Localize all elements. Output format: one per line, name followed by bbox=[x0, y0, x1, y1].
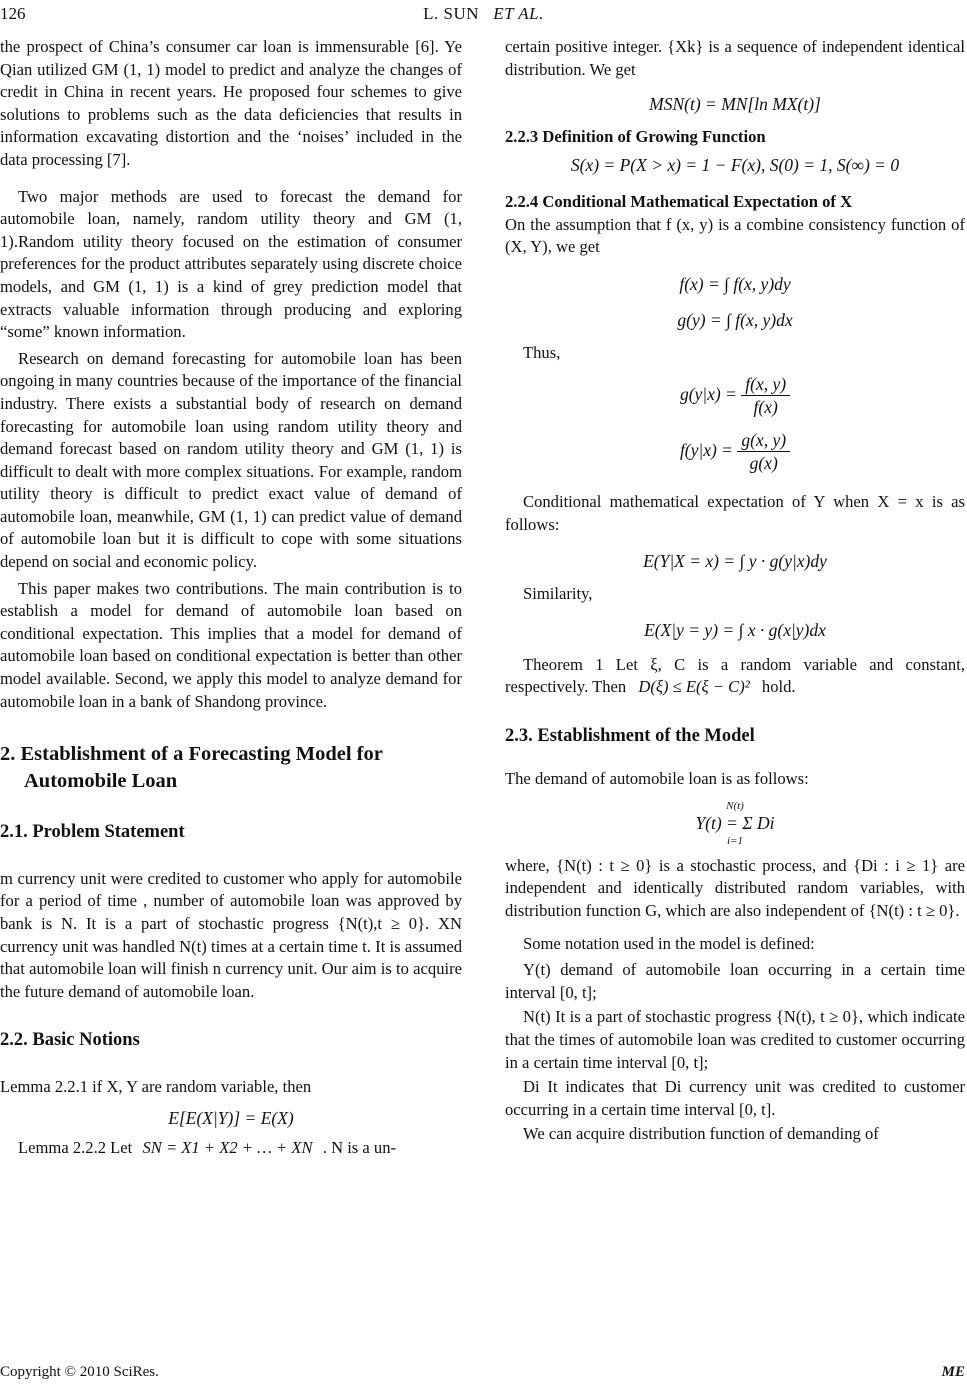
paragraph: Similarity, bbox=[523, 583, 593, 603]
equation: MSN(t) = MN[ln MX(t)] bbox=[649, 94, 821, 115]
paragraph: Conditional mathematical expectation of Y when X = x is as follows: bbox=[505, 491, 965, 534]
paragraph: Two major methods are used to forecast the demand for automobile loan, namely, random utility theory and GM (1, 1).Random utility theory focused on the estimation of consumer preferences for the product attributes separately using discrete choice models, and GM (1, 1) is a kind of grey prediction model that extracts valuable information through producing and exploring “some” known information. bbox=[0, 186, 462, 342]
equation bbox=[505, 429, 965, 475]
equation: E(X|y = y) = ∫ x · g(x|y)dx bbox=[644, 620, 826, 641]
definition: N(t) It is a part of stochastic progress {N(t), t ≥ 0}, which indicate that the times of automobile loan was credited to customer occurring in a certain time interval [0, t]; bbox=[505, 1007, 965, 1072]
paragraph: The demand of automobile loan is as follows: bbox=[505, 768, 809, 788]
fraction-denominator: g(x) bbox=[749, 453, 778, 474]
equation: f(x) = ∫ f(x, y)dy bbox=[679, 273, 791, 294]
page-number: 126 bbox=[0, 4, 26, 23]
sum-expression: Y(t) = Σ Di bbox=[695, 813, 775, 834]
equation: D(ξ) ≤ E(ξ − C)² bbox=[638, 677, 750, 697]
equation: g(y) = ∫ f(x, y)dx bbox=[677, 310, 793, 331]
equation: E(Y|X = x) = ∫ y · g(y|x)dy bbox=[643, 551, 827, 572]
header-et-al: ET AL. bbox=[493, 4, 544, 23]
paragraph: certain positive integer. {Xk} is a sequence of independent identical distribution. We get bbox=[505, 37, 965, 79]
fraction-numerator: g(x, y) bbox=[737, 429, 790, 453]
definition: Di It indicates that Di currency unit was credited to customer occurring in a certain time interval [0, t]. bbox=[505, 1077, 965, 1119]
left-column bbox=[0, 36, 462, 1160]
equation-lhs: g(y|x) = bbox=[679, 383, 737, 404]
journal-abbrev: ME bbox=[941, 1364, 965, 1380]
sum-lower-limit: i=1 bbox=[727, 834, 743, 847]
paragraph: On the assumption that f (x, y) is a combine consistency function of (X, Y), we get bbox=[505, 214, 965, 257]
equation bbox=[505, 800, 965, 847]
subsection-heading: 2.1. Problem Statement bbox=[0, 822, 185, 843]
section-heading-line2: Automobile Loan bbox=[24, 770, 178, 793]
paragraph: Thus, bbox=[523, 342, 561, 362]
section-heading-line1: 2. Establishment of a Forecasting Model for bbox=[0, 743, 383, 766]
paragraph: where, {N(t) : t ≥ 0} is a stochastic process, and {Di : i ≥ 1} are independent and identically distributed random variables, with distribution function G, which are also independent of {N(t) : t ≥ 0}. bbox=[505, 855, 965, 921]
page-footer bbox=[0, 1364, 967, 1381]
equation: S(x) = P(X > x) = 1 − F(x), S(0) = 1, S(∞) = 0 bbox=[570, 155, 900, 176]
equation bbox=[505, 373, 965, 419]
fraction-numerator: f(x, y) bbox=[741, 373, 790, 397]
theorem-text: Theorem 1 Let ξ, C is a random variable and constant, respectively. Then bbox=[505, 654, 965, 697]
paragraph: m currency unit were credited to customer who apply for automobile for a period of time , number of automobile loan was approved by bank is N. It is a part of stochastic progress {N(t),t ≥ 0}. XN currency unit was handled N(t) times at a certain time t. It is assumed that automobile loan will finish n currency unit. Our aim is to acquire the future demand of automobile loan. bbox=[0, 868, 462, 1001]
equation: SN = X1 + X2 + … + XN bbox=[142, 1138, 313, 1158]
running-header bbox=[0, 4, 967, 24]
equation-lhs: f(y|x) = bbox=[679, 439, 733, 460]
subsection-heading: 2.2. Basic Notions bbox=[0, 1030, 140, 1051]
subsubsection-heading: 2.2.3 Definition of Growing Function bbox=[505, 126, 766, 146]
paragraph: Some notation used in the model is defined: bbox=[523, 933, 815, 953]
definition: Y(t) demand of automobile loan occurring in a certain time interval [0, t]; bbox=[505, 960, 965, 1002]
theorem-text: hold. bbox=[761, 677, 796, 697]
paragraph: Research on demand forecasting for automobile loan has been ongoing in many countries because of the importance of the financial industry. There exists a substantial body of research on demand forecasting for automobile loan using random utility theory and demand forecast based on random utility theory and GM (1, 1) is difficult to dealt with more complex situations. For example, random utility theory is difficult to predict exact value of demand of automobile loan, meanwhile, GM (1, 1) can predict value of demand of automobile loan but it is difficult to cope with some situations depend on social and economic policy. bbox=[0, 348, 462, 572]
paragraph: We can acquire distribution function of demanding of bbox=[523, 1124, 879, 1144]
subsubsection-heading: 2.2.4 Conditional Mathematical Expectation of X bbox=[505, 191, 853, 211]
fraction bbox=[737, 429, 790, 475]
sum-upper-limit: N(t) bbox=[726, 800, 744, 813]
paragraph: This paper makes two contributions. The main contribution is to establish a model for demand of automobile loan based on conditional expectation. This implies that a model for demand of automobile loan based on conditional expectation is better than other model available. Second, we apply this model to analyze demand for automobile loan in a bank of Shandong province. bbox=[0, 578, 462, 711]
paragraph bbox=[0, 1137, 462, 1160]
paragraph bbox=[505, 654, 965, 699]
header-authors: L. SUN bbox=[423, 4, 480, 23]
section-heading bbox=[0, 741, 462, 795]
equation: E[E(X|Y)] = E(X) bbox=[168, 1107, 294, 1128]
lemma-text: Lemma 2.2.2 Let bbox=[18, 1138, 133, 1158]
fraction-denominator: f(x) bbox=[753, 397, 778, 418]
fraction bbox=[741, 373, 790, 419]
paragraph: Lemma 2.2.1 if X, Y are random variable, then bbox=[0, 1076, 312, 1096]
right-column bbox=[505, 36, 965, 1146]
copyright: Copyright © 2010 SciRes. bbox=[0, 1364, 159, 1380]
paragraph: the prospect of China’s consumer car loan is immensurable [6]. Ye Qian utilized GM (1, 1) model to predict and analyze the changes of credit in China in recent years. He proposed four schemes to give solutions to problems such as the data deficiencies that results in information excavating distortion and the ‘noises’ included in the data processing [7]. bbox=[0, 37, 462, 169]
lemma-text: . N is a un- bbox=[322, 1138, 397, 1158]
subsection-heading: 2.3. Establishment of the Model bbox=[505, 726, 755, 747]
